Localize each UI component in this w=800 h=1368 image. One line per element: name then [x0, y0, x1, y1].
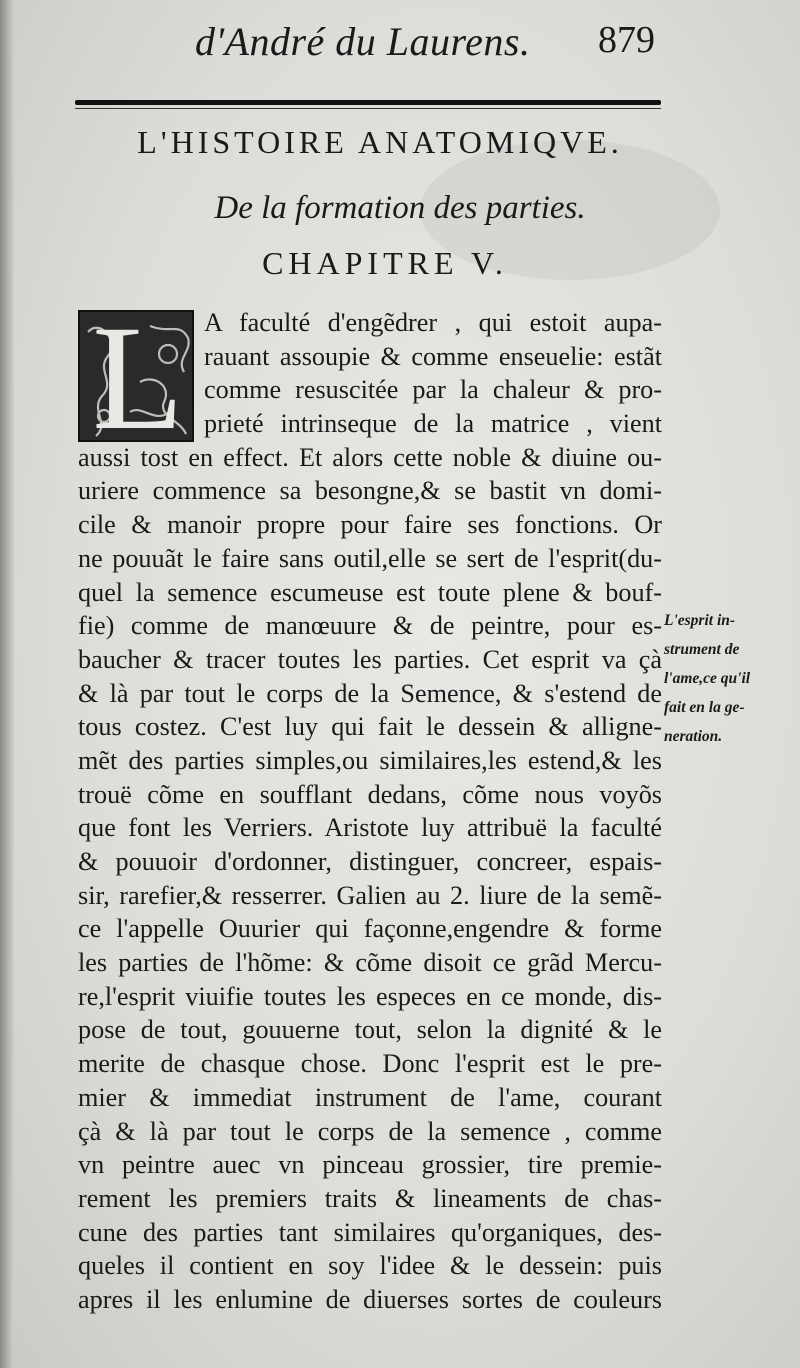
text-line: sir, rarefier,& resserrer. Galien au 2. liure de la semẽ-	[78, 880, 662, 910]
text-line: comme resuscitée par la chaleur & pro-	[204, 375, 662, 405]
text-line: fie) comme de manœuure & de peintre, pour es-	[78, 611, 662, 641]
text-line: çà & là par tout le corps de la semence , comme	[78, 1116, 662, 1146]
marginal-note-line: L'esprit in-	[664, 612, 736, 629]
marginal-note-line: l'ame,ce qu'il	[664, 670, 751, 687]
text-line: queles il contient en soy l'idee & le dessein: puis	[78, 1251, 662, 1281]
running-title: d'André du Laurens.	[195, 19, 531, 64]
page-header	[195, 18, 655, 78]
text-line: rement les premiers traits & lineaments de chas-	[78, 1183, 662, 1213]
marginal-note	[664, 606, 776, 751]
text-line: mẽt des parties simples,ou similaires,les estend,& les	[78, 745, 662, 775]
text-line: aussi tost en effect. Et alors cette noble & diuine ou-	[78, 442, 662, 472]
text-line: A faculté d'engẽdrer , qui estoit aupa-	[204, 308, 662, 337]
text-line: re,l'esprit viuifie toutes les especes en ce monde, dis-	[78, 981, 662, 1011]
section-title: De la formation des parties.	[214, 190, 586, 226]
text-line: apres il les enlumine de diuerses sortes de couleurs	[78, 1284, 662, 1314]
text-line: cune des parties tant similaires qu'organiques, des-	[78, 1217, 662, 1247]
marginal-note-line: fait en la ge-	[664, 699, 745, 716]
text-line: tous costez. C'est luy qui fait le dessein & alligne-	[78, 712, 662, 742]
text-line: pose de tout, gouuerne tout, selon la dignité & le	[78, 1015, 662, 1045]
text-line: vn peintre auec vn pinceau grossier, tire premie-	[78, 1150, 662, 1180]
text-line: ne pouuãt le faire sans outil,elle se sert de l'esprit(du-	[78, 543, 662, 573]
text-line: uriere commence sa besongne,& se bastit vn domi-	[78, 476, 662, 506]
header-rule-thin	[75, 108, 661, 109]
drop-cap-letter: L	[92, 310, 184, 442]
chapter-title: CHAPITRE V.	[262, 245, 508, 281]
book-title: L'HISTOIRE ANATOMIQVE.	[137, 124, 623, 160]
text-line: baucher & tracer toutes les parties. Cet esprit va çà	[78, 644, 662, 674]
text-line: les parties de l'hõme: & cõme disoit ce grãd Mercu-	[78, 948, 662, 978]
page-number: 879	[598, 19, 655, 61]
text-line: trouë cõme en soufflant dedans, cõme nous voyõs	[78, 779, 662, 809]
text-line: que font les Verriers. Aristote luy attribuë la faculté	[78, 813, 662, 843]
text-line: prieté intrinseque de la matrice , vient	[204, 409, 662, 439]
text-line: rauant assoupie & comme enseuelie: estãt	[204, 341, 662, 371]
marginal-note-line: strument de	[664, 641, 740, 658]
text-line: mier & immediat instrument de l'ame, courant	[78, 1082, 662, 1112]
text-line: merite de chasque chose. Donc l'esprit est le pre-	[78, 1049, 662, 1079]
text-line: ce l'appelle Ouurier qui façonne,engendre & forme	[78, 914, 662, 944]
text-line: cile & manoir propre pour faire ses fonctions. Or	[78, 510, 662, 540]
marginal-note-line: neration.	[664, 728, 723, 745]
text-line: quel la semence escumeuse est toute plene & bouf-	[78, 577, 662, 607]
text-line: & pouuoir d'ordonner, distinguer, concreer, espais-	[78, 847, 662, 876]
header-rule	[75, 100, 661, 105]
text-line: & là par tout le corps de la Semence, & s'estend de	[78, 678, 662, 708]
chapter-body	[78, 306, 662, 1317]
